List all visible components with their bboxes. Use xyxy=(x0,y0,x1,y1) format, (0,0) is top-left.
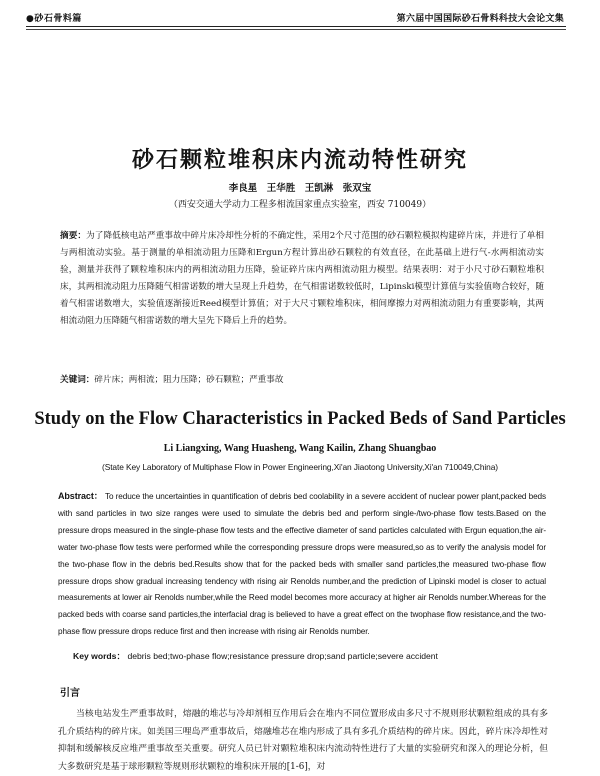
abstract-chinese-text: 为了降低核电站严重事故中碎片床冷却性分析的不确定性，采用2个尺寸范围的砂石颗粒模拟构建碎片床，并进行了单相与两相流动实验。基于测量的单相流动阻力压降和Ergun方程计算出砂石颗粒的有效直径，在此基础上进行气-水两相流动实验，测量并获得了颗粒堆积床内的两相流动阻力压降，验证碎片床内两相流动阻力模型。结果表明：对于小尺寸砂石颗粒堆积床，其两相流动阻力压降随气相雷诺数的增大呈现上升趋势，在气相雷诺数较低时，Lipinski模型计算值与实验值吻合较好，随着气相雷诺数增大，实验值逐渐接近Reed模型计算值；对于大尺寸颗粒堆积床，相间摩擦力对两相流动阻力有重要影响，其两相流动阻力压降随气相雷诺数的增大呈先下降后上升的趋势。 xyxy=(60,231,544,327)
abstract-chinese xyxy=(60,228,544,331)
affiliation-chinese: （西安交通大学动力工程多相流国家重点实验室，西安 710049） xyxy=(168,200,432,210)
authors-english: Li Liangxing, Wang Huasheng, Wang Kailin, Zhang Shuangbao xyxy=(163,443,437,454)
running-header-left: ●砂石骨料篇 xyxy=(26,14,82,24)
affiliation-english: (State Key Laboratory of Multiphase Flow in Power Engineering,Xi'an Jiaotong University,Xi'an 710049,China) xyxy=(102,462,498,472)
keywords-chinese-text: 碎片床；两相流；阻力压降；砂石颗粒；严重事故 xyxy=(94,375,284,385)
header-rule xyxy=(26,26,566,27)
running-header-right: 第六届中国国际砂石骨料科技大会论文集 xyxy=(396,14,564,24)
authors-chinese: 李良星 王华胜 王凯淋 张双宝 xyxy=(228,183,372,194)
keywords-english-text: debris bed;two-phase flow;resistance pressure drop;sand particle;severe accident xyxy=(127,651,438,661)
abstract-english-label: Abstract： xyxy=(58,491,103,501)
section-heading-introduction: 引言 xyxy=(60,688,80,699)
keywords-chinese-label: 关键词： xyxy=(60,375,95,385)
title-chinese: 砂石颗粒堆积床内流动特性研究 xyxy=(131,148,468,173)
keywords-chinese xyxy=(60,373,544,385)
keywords-english xyxy=(73,650,547,662)
header-rule-thin xyxy=(26,29,566,30)
abstract-english-text: To reduce the uncertainties in quantification of debris bed coolability in a severe accident of nuclear power plant,packed beds with sand particles in two size ranges were used to simulate the debris bed and perform single-/two-phase flow tests.Based on the pressure drops measured in the single-phase flow tests and the effective diameter of sand particles calculated with Ergun equation,the air-water two-phase flow tests were performed while the corresponding pressure drops were measured,so as to verify the analysis model for the two-phase flow in the debris bed.Results show that for the packed beds with smaller sand particles,the measured two-phase flow pressure drops show gradual increasing tendency with rising air Renolds number,and the prediction of Lipinski model is closer to actual measurements at lower air Renolds number,while the Reed model becomes more accuracy at higher air Renolds number.Whereas for the packed beds with coarse sand particles,the interfacial drag is believed to have a great effect on the twophase flow resistance,and the two-phase flow pressure drops reduce first and then increase with rising air Renolds number. xyxy=(58,492,546,637)
keywords-english-label: Key words： xyxy=(73,651,126,661)
abstract-chinese-label: 摘要： xyxy=(60,231,87,241)
title-english: Study on the Flow Characteristics in Packed Beds of Sand Particles xyxy=(34,409,566,429)
introduction-paragraph: 当核电站发生严重事故时，熔融的堆芯与冷却剂相互作用后会在堆内不同位置形成由多尺寸不规则形状颗粒组成的具有多孔介质结构的碎片床。如美国三哩岛严重事故后，熔融堆芯在堆内形成了具有多孔介质结构的碎片床。因此，碎片床冷却性对抑制和缓解核反应堆严重事故至关重要。研究人员已针对颗粒堆积床内流动特性进行了大量的实验研究和深入的理论分析，但大多数研究是基于球形颗粒等规则形状颗粒的堆积床开展的[1-6]，对 xyxy=(58,709,548,772)
abstract-english xyxy=(58,488,546,641)
